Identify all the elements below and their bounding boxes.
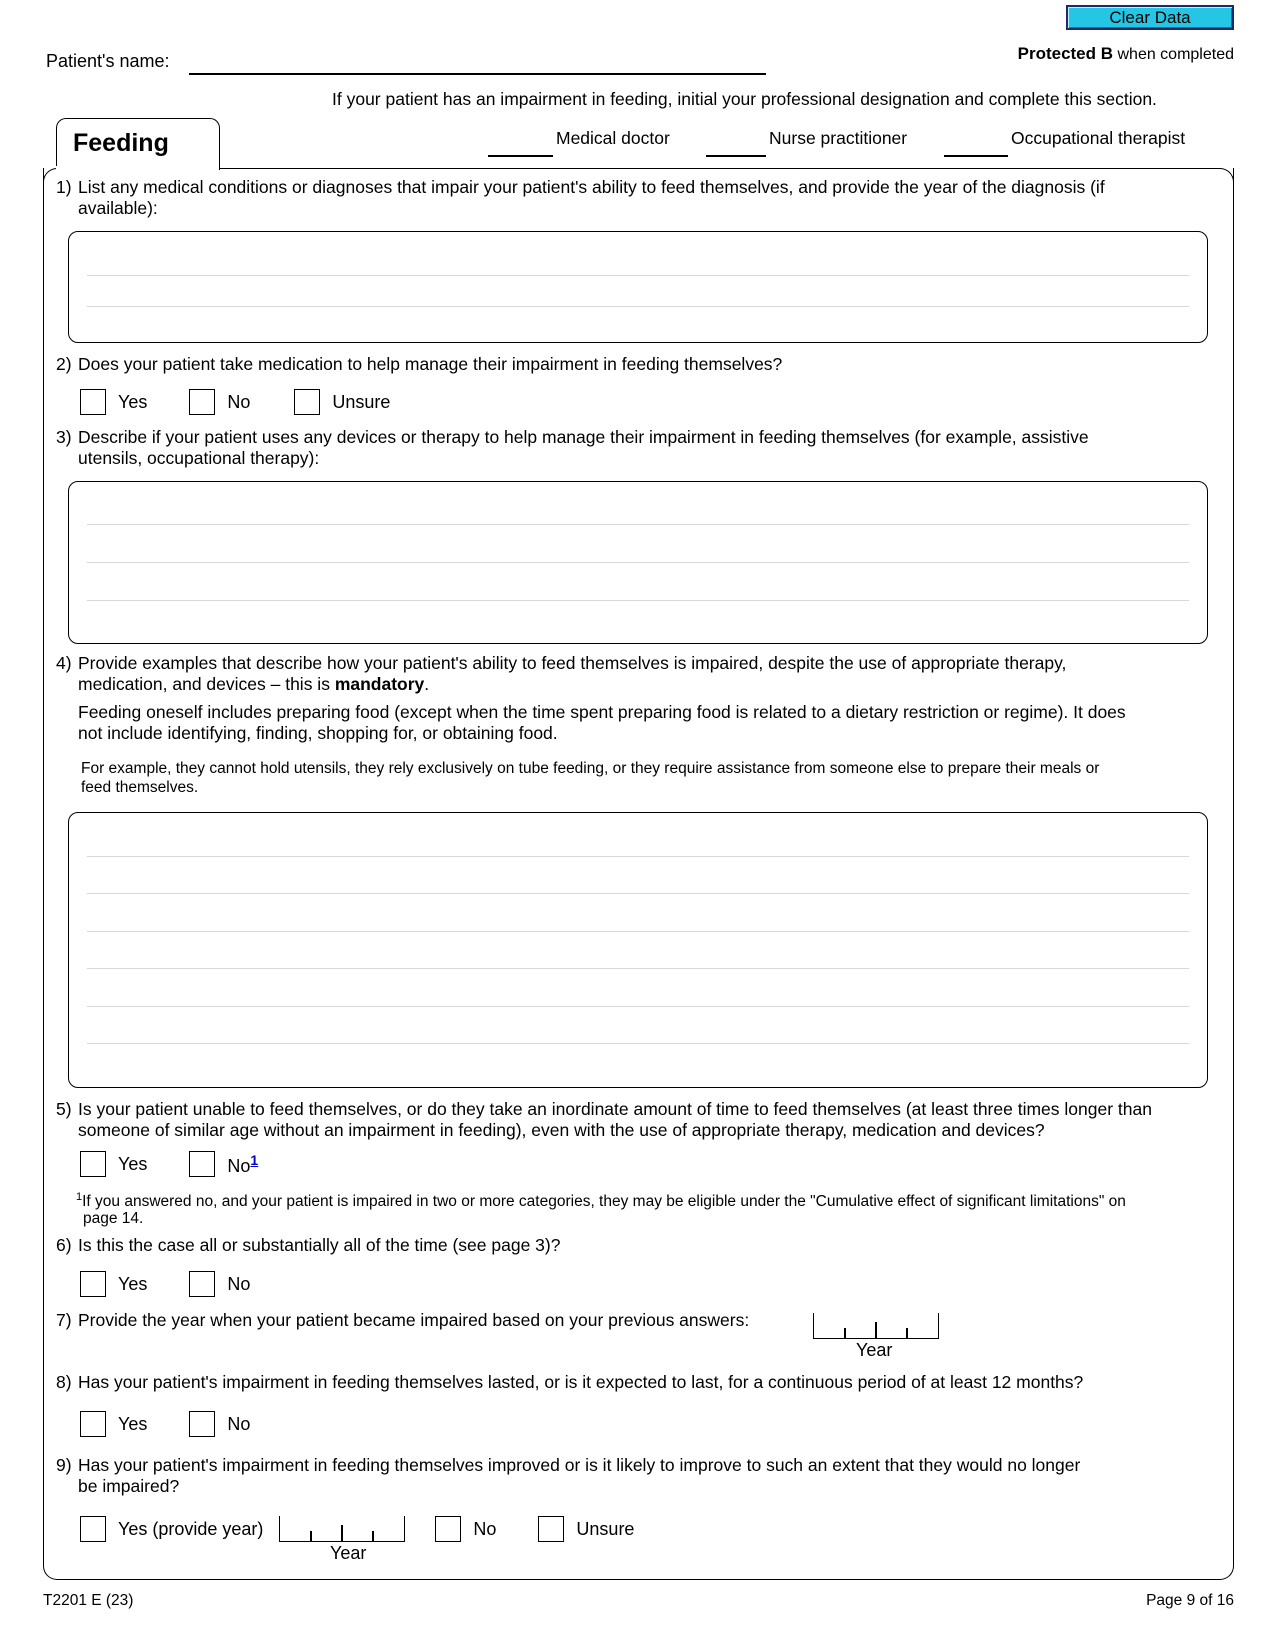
year-tick xyxy=(875,1322,877,1338)
q4-rule xyxy=(87,931,1189,932)
q2-unsure-label: Unsure xyxy=(332,391,391,412)
q8-no-label: No xyxy=(227,1413,251,1434)
footnote-line2: page 14. xyxy=(83,1210,144,1228)
q5-no-checkbox[interactable] xyxy=(189,1151,215,1177)
q4-number: 4) xyxy=(56,653,72,673)
q9-no-label: No xyxy=(473,1518,497,1539)
section-title: Feeding xyxy=(73,129,169,157)
q6-number: 6) xyxy=(56,1235,72,1255)
q2-number: 2) xyxy=(56,354,72,374)
question-4 xyxy=(56,653,1236,695)
q9-number: 9) xyxy=(56,1455,72,1475)
q5-no-text: No xyxy=(227,1155,251,1176)
q5-text-line1: Is your patient unable to feed themselves, or do they take an inordinate amount of time to feed themselves (at least three times longer than xyxy=(78,1099,1152,1119)
nurse-practitioner-label: Nurse practitioner xyxy=(769,128,908,148)
q4-note-line2: not include identifying, finding, shopping for, or obtaining food. xyxy=(78,723,558,743)
year-tick xyxy=(372,1531,374,1541)
q9-text-line1: Has your patient's impairment in feeding themselves improved or is it likely to improve to such an extent that they would no longer xyxy=(78,1455,1081,1475)
q3-text-line2: utensils, occupational therapy): xyxy=(78,448,320,468)
q5-number: 5) xyxy=(56,1099,72,1119)
section-intro: If your patient has an impairment in feeding, initial your professional designation and complete this section. xyxy=(332,89,1157,109)
protected-notice xyxy=(1018,44,1234,64)
q9-yes-label: Yes (provide year) xyxy=(118,1518,264,1539)
q2-yes-checkbox[interactable] xyxy=(80,389,106,415)
q3-number: 3) xyxy=(56,427,72,447)
q9-options xyxy=(80,1516,674,1542)
nurse-practitioner-initial-field[interactable] xyxy=(706,155,766,157)
q4-example xyxy=(81,759,1241,797)
year-tick xyxy=(906,1328,908,1338)
q1-rule xyxy=(87,275,1189,276)
q5-yes-checkbox[interactable] xyxy=(80,1151,106,1177)
question-7 xyxy=(56,1310,1236,1331)
q5-options xyxy=(80,1151,298,1177)
q6-text: Is this the case all or substantially all of the time (see page 3)? xyxy=(78,1235,561,1255)
q8-yes-label: Yes xyxy=(118,1413,148,1434)
q3-rule xyxy=(87,600,1189,601)
occupational-therapist-label: Occupational therapist xyxy=(1011,128,1186,148)
q4-note xyxy=(78,702,1238,744)
clear-data-button[interactable]: Clear Data xyxy=(1066,5,1234,30)
q7-year-input[interactable] xyxy=(813,1313,939,1339)
q7-number: 7) xyxy=(56,1310,72,1330)
tab-mask xyxy=(56,166,219,172)
q9-no-checkbox[interactable] xyxy=(435,1516,461,1542)
q4-note-line1: Feeding oneself includes preparing food (except when the time spent preparing food is related to a dietary restriction or regime). It does xyxy=(78,702,1126,722)
q5-footnote xyxy=(76,1188,1241,1226)
q1-number: 1) xyxy=(56,177,72,197)
page-number: Page 9 of 16 xyxy=(1146,1592,1234,1609)
q1-rule xyxy=(87,306,1189,307)
q5-footnote-link[interactable]: 1 xyxy=(250,1151,259,1168)
q2-no-label: No xyxy=(227,391,251,412)
q4-mandatory: mandatory xyxy=(334,674,425,694)
q9-text-line2: be impaired? xyxy=(78,1476,180,1496)
protected-when-label: when completed xyxy=(1117,46,1234,63)
question-6 xyxy=(56,1235,1236,1256)
q5-yes-label: Yes xyxy=(118,1153,148,1174)
footnote-line1: If you answered no, and your patient is impaired in two or more categories, they may be eligible under the "Cumulative effect of significant limitations" on xyxy=(82,1193,1126,1211)
medical-doctor-initial-field[interactable] xyxy=(488,155,553,157)
q4-rule xyxy=(87,1043,1189,1044)
q4-example-line2: feed themselves. xyxy=(81,779,199,796)
q4-text-line2 xyxy=(56,674,1236,695)
q1-answer-box[interactable] xyxy=(68,231,1208,343)
medical-doctor-label: Medical doctor xyxy=(556,128,670,148)
q9-yes-checkbox[interactable] xyxy=(80,1516,106,1542)
q3-rule xyxy=(87,562,1189,563)
question-3 xyxy=(56,427,1236,469)
q3-rule xyxy=(87,524,1189,525)
q5-text-line2: someone of similar age without an impairment in feeding), even with the use of appropriate therapy, medication and devices? xyxy=(78,1120,1045,1140)
question-8 xyxy=(56,1372,1236,1393)
occupational-therapist-initial-field[interactable] xyxy=(944,155,1008,157)
q6-options xyxy=(80,1271,290,1297)
q2-unsure-checkbox[interactable] xyxy=(294,389,320,415)
question-5 xyxy=(56,1099,1241,1141)
footnote-marker: 1 xyxy=(76,1191,83,1203)
q1-text-line2: available): xyxy=(78,198,158,218)
year-tick xyxy=(844,1328,846,1338)
year-tick xyxy=(310,1531,312,1541)
q8-options xyxy=(80,1411,290,1437)
q4-rule xyxy=(87,893,1189,894)
q3-answer-box[interactable] xyxy=(68,481,1208,644)
q8-yes-checkbox[interactable] xyxy=(80,1411,106,1437)
q8-number: 8) xyxy=(56,1372,72,1392)
q2-no-checkbox[interactable] xyxy=(189,389,215,415)
q4-example-line1: For example, they cannot hold utensils, they rely exclusively on tube feeding, or they require assistance from someone else to prepare their meals or xyxy=(81,760,1100,777)
q4-rule xyxy=(87,968,1189,969)
question-2 xyxy=(56,354,1236,375)
q1-text-line1: List any medical conditions or diagnoses that impair your patient's ability to feed themselves, and provide the year of the diagnosis (if xyxy=(78,177,1105,197)
q4-line2-post: . xyxy=(424,674,430,694)
year-tick xyxy=(341,1525,343,1541)
patient-name-field[interactable] xyxy=(189,73,766,75)
q6-yes-checkbox[interactable] xyxy=(80,1271,106,1297)
q8-no-checkbox[interactable] xyxy=(189,1411,215,1437)
question-1 xyxy=(56,177,1236,219)
protected-b-label: Protected B xyxy=(1017,44,1114,63)
q4-text-line1: Provide examples that describe how your patient's ability to feed themselves is impaired, despite the use of appropriate therapy, xyxy=(78,653,1067,673)
q4-rule xyxy=(87,1006,1189,1007)
q4-rule xyxy=(87,856,1189,857)
q9-year-label: Year xyxy=(330,1543,367,1563)
q6-no-label: No xyxy=(227,1273,251,1294)
q2-text: Does your patient take medication to help manage their impairment in feeding themselves? xyxy=(78,354,783,374)
q9-unsure-checkbox[interactable] xyxy=(538,1516,564,1542)
q6-no-checkbox[interactable] xyxy=(189,1271,215,1297)
q2-yes-label: Yes xyxy=(118,391,148,412)
q3-text-line1: Describe if your patient uses any devices or therapy to help manage their impairment in feeding themselves (for example, assistive xyxy=(78,427,1089,447)
q9-unsure-label: Unsure xyxy=(576,1518,635,1539)
q5-no-label xyxy=(227,1152,258,1177)
q2-options xyxy=(80,389,430,415)
q6-yes-label: Yes xyxy=(118,1273,148,1294)
patient-name-label: Patient's name: xyxy=(46,51,170,71)
q4-answer-box[interactable] xyxy=(68,812,1208,1088)
q9-year-input[interactable] xyxy=(279,1516,405,1542)
q7-text: Provide the year when your patient became impaired based on your previous answers: xyxy=(78,1310,750,1330)
question-9 xyxy=(56,1455,1236,1497)
form-id: T2201 E (23) xyxy=(43,1592,134,1609)
q4-line2-pre: medication, and devices – this is xyxy=(78,674,335,694)
q7-year-label: Year xyxy=(856,1340,893,1360)
q8-text: Has your patient's impairment in feeding themselves lasted, or is it expected to last, for a continuous period of at least 12 months? xyxy=(78,1372,1084,1392)
